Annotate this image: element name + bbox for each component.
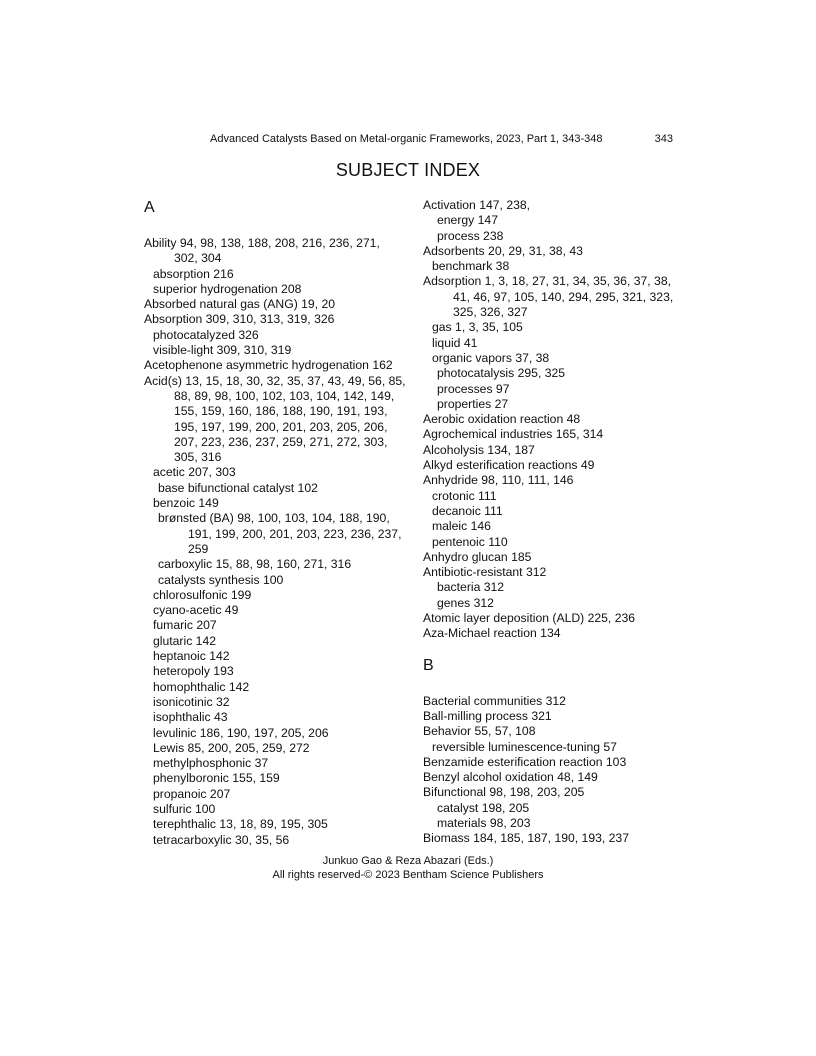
index-subentry: pentenoic 110 [432,534,508,549]
index-entry: Atomic layer deposition (ALD) 225, 236 [423,611,636,626]
section-letter-heading: B [423,656,434,674]
index-entry: Adsorbents 20, 29, 31, 38, 43 [423,243,583,258]
index-subentry: isonicotinic 32 [153,694,230,709]
index-entry: Adsorption 1, 3, 18, 27, 31, 34, 35, 36, 37, 38, 41, 46, 97, 105, 140, 294, 295, 321, 323, 325, 326, 327 [423,274,674,320]
index-entry: Benzyl alcohol oxidation 48, 149 [423,770,598,785]
index-subentry: brønsted (BA) 98, 100, 103, 104, 188, 190, 191, 199, 200, 201, 203, 223, 236, 237, 259 [158,511,402,556]
index-subentry: carboxylic 15, 88, 98, 160, 271, 316 [158,557,352,572]
section-letter-heading: A [144,199,155,216]
index-entry: Anhydro glucan 185 [423,549,532,564]
footer-rights: All rights reserved-© 2023 Bentham Science Publishers [272,869,544,881]
index-subentry: energy 147 [437,213,498,228]
index-subentry: heteropoly 193 [153,664,234,679]
index-subentry: photocatalyzed 326 [153,327,259,342]
index-subentry: cyano-acetic 49 [153,603,239,618]
footer-editors: Junkuo Gao & Reza Abazari (Eds.) [322,855,494,867]
index-subentry: glutaric 142 [153,633,217,648]
index-subentry: process 238 [437,228,504,243]
index-subentry: maleic 146 [432,519,491,534]
index-subentry: phenylboronic 155, 159 [153,771,280,786]
index-entry: Antibiotic-resistant 312 [423,565,547,580]
index-subentry: liquid 41 [432,335,478,350]
index-subentry: catalysts synthesis 100 [158,572,284,587]
index-subentry: chlorosulfonic 199 [153,587,252,602]
index-entry: Alkyd esterification reactions 49 [423,458,595,473]
index-subentry: benzoic 149 [153,496,219,511]
index-entry: Agrochemical industries 165, 314 [423,427,604,442]
index-subentry: acetic 207, 303 [153,465,236,480]
index-subentry: reversible luminescence-tuning 57 [432,739,617,754]
index-subentry: superior hydrogenation 208 [153,281,302,296]
index-subentry: methylphosphonic 37 [153,756,269,771]
index-subentry: Lewis 85, 200, 205, 259, 272 [153,740,310,755]
index-subentry: fumaric 207 [153,618,217,633]
index-entry: Alcoholysis 134, 187 [423,442,535,457]
index-entry: Absorption 309, 310, 313, 319, 326 [144,312,335,327]
left-index-column [144,198,406,848]
index-entry: Acid(s) 13, 15, 18, 30, 32, 35, 37, 43, 49, 56, 85, 88, 89, 98, 100, 102, 103, 104, 142, 149, 155, 159, 160, 186, 188, 190, 191, 193, 195, 197, 199, 200, 201, 203, 205, 206, 207, 223, 236, 237, 259, 271, 272, 303, 305, 316 [144,373,406,465]
index-subentry: properties 27 [437,396,509,411]
index-entry: Ability 94, 98, 138, 188, 208, 216, 236, 271, 302, 304 [144,236,380,266]
index-subentry: photocatalysis 295, 325 [437,366,566,381]
index-entry: Ball-milling process 321 [423,708,552,723]
index-subentry: isophthalic 43 [153,710,228,725]
page-number: 343 [654,133,673,145]
index-subentry: materials 98, 203 [437,815,531,830]
index-subentry: heptanoic 142 [153,649,230,664]
index-subentry: levulinic 186, 190, 197, 205, 206 [153,725,329,740]
index-subentry: catalyst 198, 205 [437,800,530,815]
right-index-column [423,198,685,847]
index-subentry: visible-light 309, 310, 319 [153,343,292,358]
index-subentry: benchmark 38 [432,259,510,274]
index-subentry: terephthalic 13, 18, 89, 195, 305 [153,817,328,832]
index-entry: Anhydride 98, 110, 111, 146 [423,473,574,488]
index-subentry: homophthalic 142 [153,679,250,694]
index-subentry: genes 312 [437,595,494,610]
index-entry: Bifunctional 98, 198, 203, 205 [423,785,585,800]
index-subentry: gas 1, 3, 35, 105 [432,320,523,335]
index-subentry: processes 97 [437,381,510,396]
index-entry: Biomass 184, 185, 187, 190, 193, 237 [423,831,629,846]
running-title: Advanced Catalysts Based on Metal-organic Frameworks, 2023, Part 1, 343-348 [210,133,603,145]
index-entry: Aza-Michael reaction 134 [423,626,561,641]
index-subentry: absorption 216 [153,266,234,281]
index-subentry: tetracarboxylic 30, 35, 56 [153,832,290,847]
index-title: SUBJECT INDEX [335,160,481,180]
index-subentry: propanoic 207 [153,786,231,801]
index-subentry: bacteria 312 [437,580,505,595]
index-entry: Aerobic oxidation reaction 48 [423,412,581,427]
index-subentry: decanoic 111 [432,503,503,518]
index-entry: Behavior 55, 57, 108 [423,724,536,739]
index-entry: Acetophenone asymmetric hydrogenation 162 [144,358,393,373]
index-subentry: base bifunctional catalyst 102 [158,480,318,495]
page-footer [0,854,816,882]
index-entry: Benzamide esterification reaction 103 [423,754,627,769]
index-entry: Absorbed natural gas (ANG) 19, 20 [144,297,336,312]
index-subentry: sulfuric 100 [153,801,216,816]
index-subentry: crotonic 111 [432,488,497,503]
index-entry: Bacterial communities 312 [423,693,566,708]
index-entry: Activation 147, 238, [423,198,531,212]
index-subentry: organic vapors 37, 38 [432,350,550,365]
